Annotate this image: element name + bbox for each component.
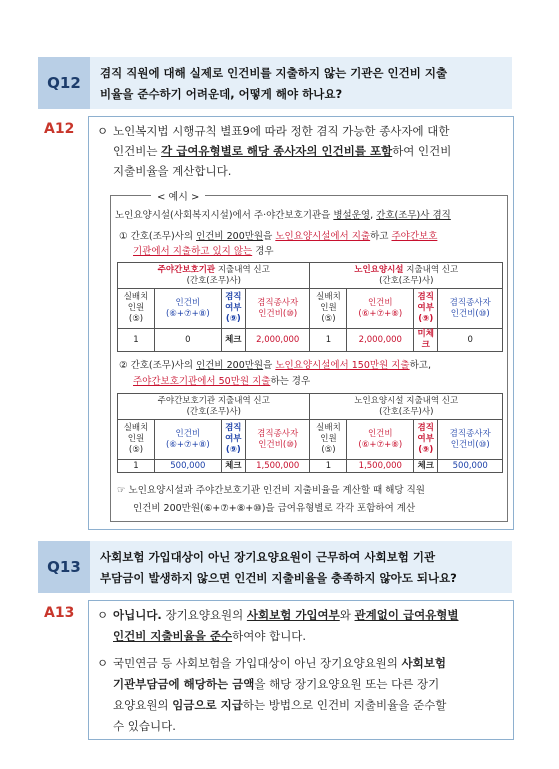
example-note xyxy=(117,482,505,518)
col-staff: 실배치 인원 (⑤) xyxy=(310,289,347,329)
col-dual-salary: 겸직종사자 인건비(⑩) xyxy=(245,420,310,460)
bullet-icon: ㅇ xyxy=(97,608,109,622)
a13-label: A13 xyxy=(44,605,75,621)
col-dual-salary: 겸직종사자 인건비(⑩) xyxy=(245,289,310,329)
note-line2: 인건비 200만원(⑥+⑦+⑧+⑩)을 급여유형별로 각각 포함하여 계산 xyxy=(133,503,416,514)
col-dual: 겸직 여부 (⑨) xyxy=(414,420,438,460)
table1-header-left: 주야간보호기관 지출내역 신고 (간호(조무)사) xyxy=(118,263,310,289)
a12-bullet xyxy=(93,121,505,181)
example-label: < 예시 > xyxy=(151,188,205,203)
a13-p2-line2: 기관부담금에 해당하는 금액을 해당 장기요양요원 또는 다른 장기 xyxy=(113,677,440,691)
a13-bullet1 xyxy=(93,605,505,647)
a13-answer-box xyxy=(88,600,514,740)
col-salary: 인건비 (⑥+⑦+⑧) xyxy=(347,289,414,329)
table-row: 1 0 체크 2,000,000 1 2,000,000 미체크 0 xyxy=(118,329,503,352)
q12-header xyxy=(38,57,512,109)
bullet-icon: ㅇ xyxy=(97,124,109,138)
example-box xyxy=(110,192,508,522)
col-dual-salary: 겸직종사자 인건비(⑩) xyxy=(438,289,503,329)
a12-answer-box xyxy=(88,116,514,530)
col-dual-salary: 겸직종사자 인건비(⑩) xyxy=(438,420,503,460)
a12-label: A12 xyxy=(44,121,75,137)
q13-header xyxy=(38,541,512,593)
col-salary: 인건비 (⑥+⑦+⑧) xyxy=(155,420,222,460)
q12-line1: 겸직 직원에 대해 실제로 인건비를 지출하지 않는 기관은 인건비 지출 xyxy=(100,66,448,80)
table1-header-right: 노인요양시설 지출내역 신고 (간호(조무)사) xyxy=(310,263,503,289)
col-staff: 실배치 인원 (⑤) xyxy=(118,289,155,329)
a12-line3: 지출비율을 계산합니다. xyxy=(113,164,232,178)
q12-question xyxy=(90,57,512,109)
a13-p2-line1: 국민연금 등 사회보험을 가입대상이 아닌 장기요양요원의 사회보험 xyxy=(113,656,446,670)
example-intro: 노인요양시설(사회복지시설)에서 주·야간보호기관을 병설운영, 간호(조무)사 겸직 xyxy=(115,210,451,221)
table2-header-right: 노인요양시설 지출내역 신고 (간호(조무)사) xyxy=(310,394,503,420)
col-dual: 겸직 여부 (⑨) xyxy=(221,289,245,329)
col-staff: 실배치 인원 (⑤) xyxy=(118,420,155,460)
table-case1 xyxy=(117,262,503,352)
q13-line2: 부담금이 발생하지 않으면 인건비 지출비율을 충족하지 않아도 되나요? xyxy=(100,571,457,585)
q12-label: Q12 xyxy=(38,57,90,109)
a13-bullet2 xyxy=(93,653,505,737)
table-case2 xyxy=(117,393,503,473)
a13-p2-line3: 요양요원의 임금으로 지급하는 방법으로 인건비 지출비율을 준수할 xyxy=(113,698,447,712)
table-row: 1 500,000 체크 1,500,000 1 1,500,000 체크 500,000 xyxy=(118,460,503,473)
q13-line1: 사회보험 가입대상이 아닌 장기요양요원이 근무하여 사회보험 기관 xyxy=(100,550,436,564)
q12-line2: 비율을 준수하기 어려운데, 어떻게 해야 하나요? xyxy=(100,87,343,101)
a12-line1: 노인복지법 시행규칙 별표9에 따라 정한 겸직 가능한 종사자에 대한 xyxy=(113,124,450,138)
case1-text: ① 간호(조무)사의 인건비 200만원을 노인요양시설에서 지출하고 주야간보호 기관에서 지출하고 있지 않는 경우 xyxy=(119,231,438,257)
q13-label: Q13 xyxy=(38,541,90,593)
a13-p1-line2: 인건비 지출비율을 준수하여야 합니다. xyxy=(113,629,307,643)
col-dual: 겸직 여부 (⑨) xyxy=(414,289,438,329)
q13-question xyxy=(90,541,512,593)
note-line1: ☞ 노인요양시설과 주야간보호기관 인건비 지출비율을 계산할 때 해당 직원 xyxy=(117,485,425,496)
col-staff: 실배치 인원 (⑤) xyxy=(310,420,347,460)
col-salary: 인건비 (⑥+⑦+⑧) xyxy=(347,420,414,460)
table2-header-left: 주야간보호기관 지출내역 신고 (간호(조무)사) xyxy=(118,394,310,420)
case2-text: ② 간호(조무)사의 인건비 200만원을 노인요양시설에서 150만원 지출하고, 주야간보호기관에서 50만원 지출하는 경우 xyxy=(119,360,431,387)
col-dual: 겸직 여부 (⑨) xyxy=(221,420,245,460)
a12-line2: 인건비는 각 급여유형별로 해당 종사자의 인건비를 포함하여 인건비 xyxy=(113,144,452,158)
a13-p1-line1: 아닙니다. 장기요양요원의 사회보험 가입여부와 관계없이 급여유형별 xyxy=(113,608,459,622)
a13-p2-line4: 수 있습니다. xyxy=(113,719,176,733)
col-salary: 인건비 (⑥+⑦+⑧) xyxy=(155,289,222,329)
bullet-icon: ㅇ xyxy=(97,656,109,670)
